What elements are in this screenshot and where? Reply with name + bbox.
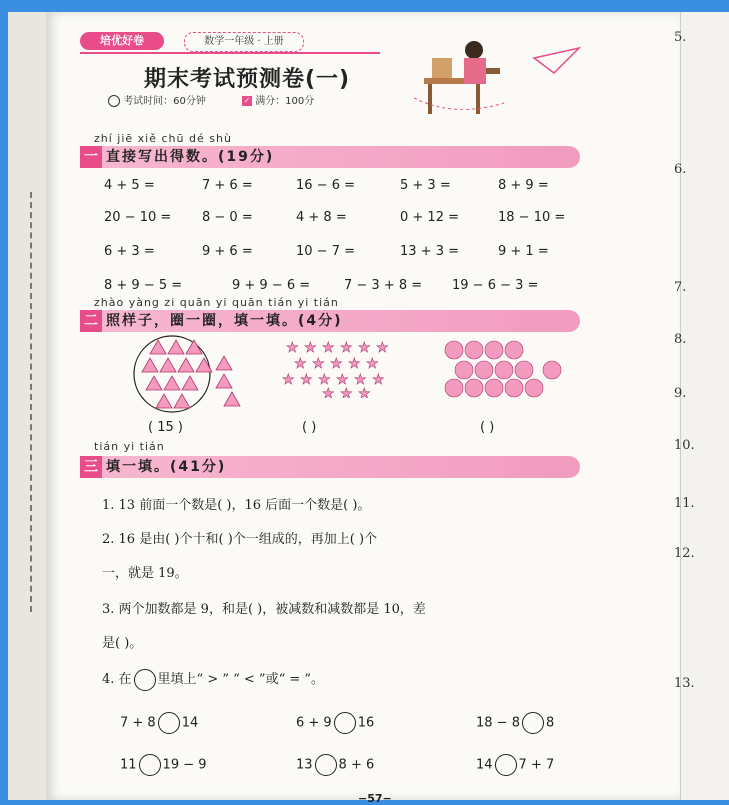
- svg-text:★: ★: [286, 340, 299, 356]
- right-page-q: 10.: [674, 438, 695, 453]
- svg-text:★: ★: [300, 372, 313, 388]
- svg-text:★: ★: [366, 356, 379, 372]
- compare-item: 7 + 8 14: [120, 712, 198, 734]
- compare-circle[interactable]: [315, 754, 337, 776]
- svg-text:★: ★: [354, 372, 367, 388]
- right-page-q: 13.: [674, 676, 695, 691]
- question-3: 3. 两个加数都是 9，和是( )，被减数和减数都是 10，差: [102, 602, 426, 617]
- svg-text:★: ★: [304, 340, 317, 356]
- equation: 13 + 3 =: [400, 244, 459, 259]
- equation: 19 − 6 − 3 =: [452, 278, 539, 293]
- svg-text:★: ★: [372, 372, 385, 388]
- equation: 9 + 1 =: [498, 244, 549, 259]
- equation: 8 − 0 =: [202, 210, 253, 225]
- right-page-q: 9.: [674, 386, 687, 401]
- equation: 7 + 6 =: [202, 178, 253, 193]
- section1-number: 一: [80, 146, 102, 168]
- equation: 16 − 6 =: [296, 178, 355, 193]
- compare-circle[interactable]: [158, 712, 180, 734]
- question-1: 1. 13 前面一个数是( )，16 后面一个数是( )。: [102, 498, 371, 513]
- section2-number: 二: [80, 310, 102, 332]
- full-score: ✓ 满分：100分: [243, 96, 315, 107]
- question-4: 4. 在 里填上“ > ” “ < ”或“ = ”。: [102, 668, 324, 691]
- equation: 10 − 7 =: [296, 244, 355, 259]
- compare-circle-icon: [134, 669, 156, 691]
- equation: 7 − 3 + 8 =: [344, 278, 423, 293]
- question-3-cont: 是( )。: [102, 636, 143, 651]
- question-2: 2. 16 是由( )个十和( )个一组成的，再加上( )个: [102, 532, 378, 547]
- equation: 9 + 9 − 6 =: [232, 278, 311, 293]
- answer-blank[interactable]: ( ): [480, 420, 495, 435]
- equation: 9 + 6 =: [202, 244, 253, 259]
- section3-title: 填一填。(41分): [106, 459, 227, 475]
- check-icon: ✓: [243, 96, 251, 105]
- svg-text:★: ★: [318, 372, 331, 388]
- equation: 6 + 3 =: [104, 244, 155, 259]
- section3-pinyin: tián yi tián: [94, 440, 165, 453]
- compare-item: 13 8 + 6: [296, 754, 374, 776]
- triangles-group: [132, 334, 242, 414]
- svg-text:★: ★: [358, 386, 371, 398]
- answer-blank: ( 15 ): [148, 420, 183, 435]
- svg-text:★: ★: [312, 356, 325, 372]
- exam-page: [46, 12, 680, 805]
- svg-text:★: ★: [340, 386, 353, 398]
- equation: 8 + 9 − 5 =: [104, 278, 183, 293]
- question-2-cont: 一，就是 19。: [102, 566, 188, 581]
- compare-item: 18 − 8 8: [476, 712, 554, 734]
- svg-text:★: ★: [340, 340, 353, 356]
- equation: 0 + 12 =: [400, 210, 459, 225]
- page-title: 期末考试预测卷(一): [144, 67, 351, 92]
- stars-group: [282, 338, 392, 398]
- section2-pinyin: zhào yàng zi quān yi quān tián yi tián: [94, 296, 339, 309]
- grade-label: 数学一年级 · 上册: [184, 32, 304, 52]
- svg-text:★: ★: [330, 356, 343, 372]
- book-spine: [8, 12, 46, 800]
- compare-circle[interactable]: [495, 754, 517, 776]
- svg-text:★: ★: [282, 372, 295, 388]
- header-line: [80, 52, 380, 54]
- right-page-q: 7.: [674, 280, 687, 295]
- equation: 20 − 10 =: [104, 210, 172, 225]
- clock-icon: [108, 95, 120, 107]
- compare-circle[interactable]: [139, 754, 161, 776]
- section1-pinyin: zhí jiē xiě chū dé shù: [94, 132, 232, 145]
- section3-number: 三: [80, 456, 102, 478]
- exam-time: 考试时间：60分钟: [108, 92, 206, 107]
- equation: 4 + 8 =: [296, 210, 347, 225]
- svg-text:★: ★: [336, 372, 349, 388]
- compare-item: 11 19 − 9: [120, 754, 207, 776]
- right-page-q: 5.: [674, 30, 687, 45]
- svg-text:★: ★: [348, 356, 361, 372]
- smiley-faces-group: [442, 338, 562, 398]
- compare-circle[interactable]: [522, 712, 544, 734]
- right-page-q: 6.: [674, 162, 687, 177]
- equation: 4 + 5 =: [104, 178, 155, 193]
- compare-item: 14 7 + 7: [476, 754, 554, 776]
- right-page-q: 8.: [674, 332, 687, 347]
- answer-blank[interactable]: ( ): [302, 420, 317, 435]
- svg-text:★: ★: [322, 340, 335, 356]
- svg-text:★: ★: [294, 356, 307, 372]
- page-number: −57−: [358, 792, 392, 805]
- right-page-q: 12.: [674, 546, 695, 561]
- compare-circle[interactable]: [334, 712, 356, 734]
- right-page-q: 11.: [674, 496, 695, 511]
- section1-title: 直接写出得数。(19分): [106, 149, 275, 165]
- student-desk-illustration: [414, 28, 584, 118]
- compare-item: 6 + 9 16: [296, 712, 374, 734]
- svg-text:★: ★: [376, 340, 389, 356]
- equation: 5 + 3 =: [400, 178, 451, 193]
- tag-badge: 培优好卷: [80, 32, 164, 50]
- svg-text:★: ★: [322, 386, 335, 398]
- equation: 18 − 10 =: [498, 210, 566, 225]
- section2-title: 照样子，圈一圈，填一填。(4分): [106, 313, 343, 329]
- equation: 8 + 9 =: [498, 178, 549, 193]
- svg-text:★: ★: [358, 340, 371, 356]
